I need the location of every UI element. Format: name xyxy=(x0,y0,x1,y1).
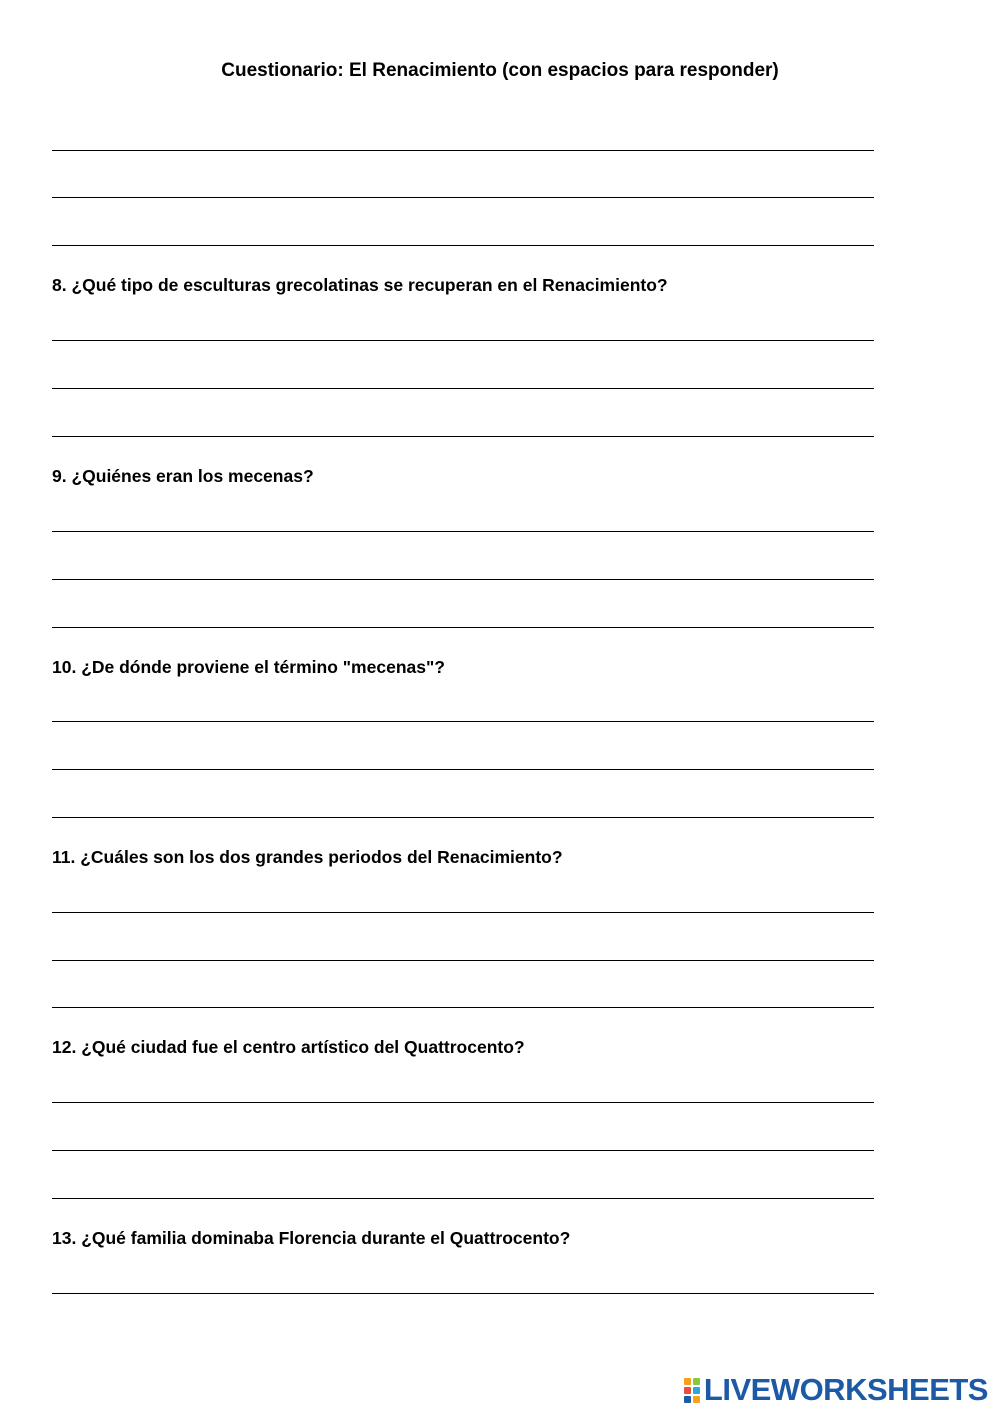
answer-line[interactable] xyxy=(52,1198,874,1199)
answer-line[interactable] xyxy=(52,1293,874,1294)
answer-line[interactable] xyxy=(52,1007,874,1008)
answer-line[interactable] xyxy=(52,197,874,198)
answer-line[interactable] xyxy=(52,721,874,722)
question-11: 11. ¿Cuáles son los dos grandes periodos del Renacimiento? xyxy=(52,847,563,867)
question-13: 13. ¿Qué familia dominaba Florencia durante el Quattrocento? xyxy=(52,1228,571,1248)
answer-line[interactable] xyxy=(52,340,874,341)
answer-line[interactable] xyxy=(52,579,874,580)
logo-text: LIVEWORKSHEETS xyxy=(703,1372,988,1407)
question-12: 12. ¿Qué ciudad fue el centro artístico del Quattrocento? xyxy=(52,1037,525,1057)
answer-line[interactable] xyxy=(52,388,874,389)
question-9: 9. ¿Quiénes eran los mecenas? xyxy=(52,466,314,486)
answer-line[interactable] xyxy=(52,436,874,437)
page-title: Cuestionario: El Renacimiento (con espacios para responder) xyxy=(221,60,779,81)
question-10: 10. ¿De dónde proviene el término "mecenas"? xyxy=(52,657,445,677)
logo-mark-icon xyxy=(684,1378,700,1403)
answer-line[interactable] xyxy=(52,817,874,818)
answer-line[interactable] xyxy=(52,960,874,961)
question-8: 8. ¿Qué tipo de esculturas grecolatinas se recuperan en el Renacimiento? xyxy=(52,275,668,295)
answer-line[interactable] xyxy=(52,531,874,532)
answer-line[interactable] xyxy=(52,245,874,246)
answer-line[interactable] xyxy=(52,1150,874,1151)
answer-line[interactable] xyxy=(52,150,874,151)
answer-line[interactable] xyxy=(52,912,874,913)
liveworksheets-logo xyxy=(684,1372,988,1408)
answer-line[interactable] xyxy=(52,1102,874,1103)
answer-line[interactable] xyxy=(52,627,874,628)
answer-line[interactable] xyxy=(52,769,874,770)
